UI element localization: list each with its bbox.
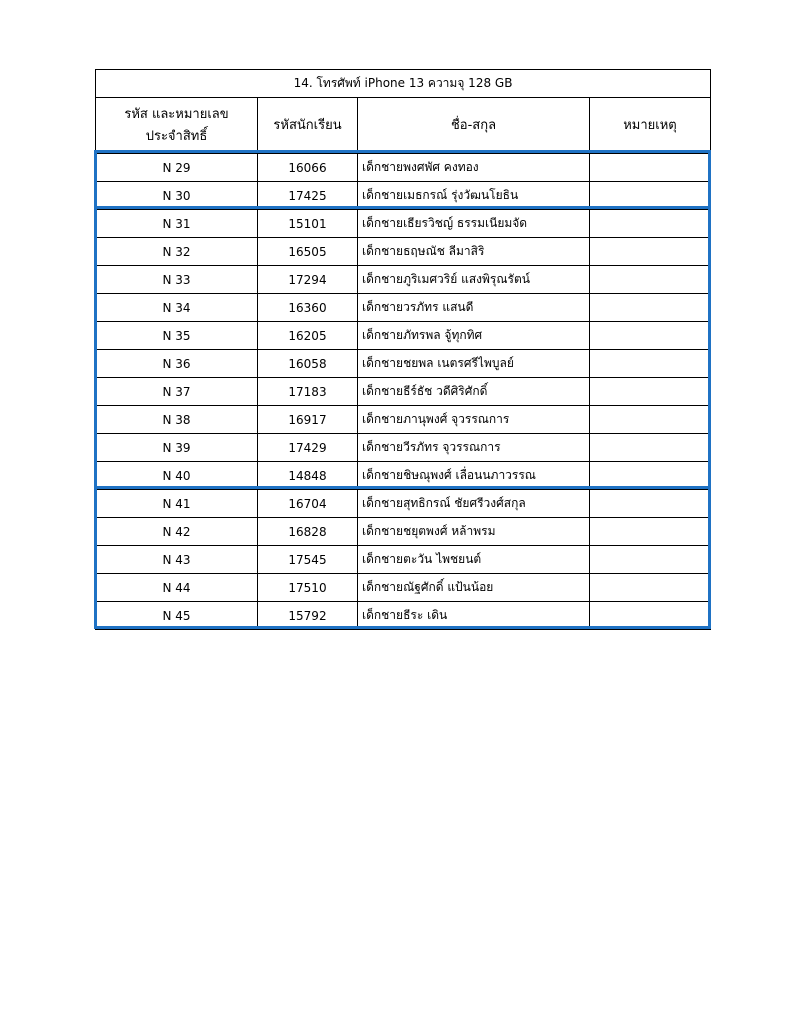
cell-student-id: 17429	[258, 434, 358, 462]
cell-name: เด็กชายสุทธิกรณ์ ชัยศรีวงศ์สกุล	[358, 490, 590, 518]
cell-note	[590, 350, 711, 378]
cell-code: N 42	[96, 518, 258, 546]
cell-note	[590, 182, 711, 210]
cell-name: เด็กชายธีร์ธัช วดีศิริศักดิ์	[358, 378, 590, 406]
cell-student-id: 16704	[258, 490, 358, 518]
header-code-line2: ประจำสิทธิ์	[145, 128, 208, 144]
table-row	[96, 294, 711, 322]
cell-name: เด็กชายภานุพงศ์ จุวรรณการ	[358, 406, 590, 434]
header-note: หมายเหตุ	[590, 98, 711, 154]
cell-code: N 41	[96, 490, 258, 518]
cell-name: เด็กชายชิษณุพงศ์ เลื่อนนภาวรรณ	[358, 462, 590, 490]
table-body	[96, 154, 711, 630]
cell-name: เด็กชายภัทรพล จู้ทุกทิศ	[358, 322, 590, 350]
cell-note	[590, 322, 711, 350]
cell-note	[590, 490, 711, 518]
cell-note	[590, 210, 711, 238]
cell-name: เด็กชายชยพล เนตรศรีไพบูลย์	[358, 350, 590, 378]
cell-code: N 34	[96, 294, 258, 322]
cell-student-id: 16505	[258, 238, 358, 266]
cell-student-id: 14848	[258, 462, 358, 490]
cell-code: N 29	[96, 154, 258, 182]
cell-note	[590, 154, 711, 182]
table-row	[96, 154, 711, 182]
cell-student-id: 15792	[258, 602, 358, 630]
cell-code: N 44	[96, 574, 258, 602]
cell-code: N 36	[96, 350, 258, 378]
cell-name: เด็กชายธฤษณัช ลีมาสิริ	[358, 238, 590, 266]
cell-code: N 31	[96, 210, 258, 238]
cell-code: N 35	[96, 322, 258, 350]
cell-note	[590, 378, 711, 406]
table-row	[96, 238, 711, 266]
table-row	[96, 378, 711, 406]
cell-note	[590, 602, 711, 630]
cell-note	[590, 294, 711, 322]
table-row	[96, 322, 711, 350]
cell-note	[590, 266, 711, 294]
table-row	[96, 350, 711, 378]
cell-code: N 38	[96, 406, 258, 434]
cell-code: N 33	[96, 266, 258, 294]
cell-name: เด็กชายชยุตพงศ์ หล้าพรม	[358, 518, 590, 546]
cell-name: เด็กชายพงศพัศ คงทอง	[358, 154, 590, 182]
cell-note	[590, 546, 711, 574]
table-row	[96, 602, 711, 630]
table-row	[96, 182, 711, 210]
cell-student-id: 17294	[258, 266, 358, 294]
cell-student-id: 17510	[258, 574, 358, 602]
cell-code: N 30	[96, 182, 258, 210]
cell-name: เด็กชายภูริเมศวริย์ แสงพิรุณรัตน์	[358, 266, 590, 294]
cell-name: เด็กชายเธียรวิชญ์ ธรรมเนียมจัด	[358, 210, 590, 238]
table-row	[96, 434, 711, 462]
cell-student-id: 17183	[258, 378, 358, 406]
cell-student-id: 16828	[258, 518, 358, 546]
header-student-id: รหัสนักเรียน	[258, 98, 358, 154]
cell-student-id: 16205	[258, 322, 358, 350]
table-title: 14. โทรศัพท์ iPhone 13 ความจุ 128 GB	[96, 70, 711, 98]
cell-student-id: 16360	[258, 294, 358, 322]
cell-student-id: 17545	[258, 546, 358, 574]
cell-note	[590, 406, 711, 434]
header-name: ชื่อ-สกุล	[358, 98, 590, 154]
table-row	[96, 210, 711, 238]
header-code-line1: รหัส และหมายเลข	[124, 106, 229, 122]
cell-note	[590, 434, 711, 462]
table-row	[96, 490, 711, 518]
table-row	[96, 266, 711, 294]
cell-note	[590, 574, 711, 602]
cell-name: เด็กชายณัฐศักดิ์ แป้นน้อย	[358, 574, 590, 602]
cell-code: N 45	[96, 602, 258, 630]
table-row	[96, 406, 711, 434]
cell-code: N 40	[96, 462, 258, 490]
prize-table-container	[95, 69, 710, 630]
cell-student-id: 16058	[258, 350, 358, 378]
cell-code: N 37	[96, 378, 258, 406]
prize-recipient-table	[95, 69, 711, 630]
cell-name: เด็กชายวรภัทร แสนดี	[358, 294, 590, 322]
cell-note	[590, 238, 711, 266]
table-row	[96, 574, 711, 602]
cell-student-id: 17425	[258, 182, 358, 210]
cell-name: เด็กชายวีรภัทร จุวรรณการ	[358, 434, 590, 462]
cell-student-id: 15101	[258, 210, 358, 238]
cell-name: เด็กชายตะวัน ไพชยนต์	[358, 546, 590, 574]
cell-code: N 43	[96, 546, 258, 574]
cell-code: N 32	[96, 238, 258, 266]
cell-student-id: 16066	[258, 154, 358, 182]
header-code	[96, 98, 258, 154]
cell-student-id: 16917	[258, 406, 358, 434]
table-row	[96, 462, 711, 490]
cell-note	[590, 462, 711, 490]
cell-name: เด็กชายเมธกรณ์ รุ่งวัฒนโยธิน	[358, 182, 590, 210]
table-row	[96, 546, 711, 574]
cell-code: N 39	[96, 434, 258, 462]
cell-note	[590, 518, 711, 546]
table-row	[96, 518, 711, 546]
cell-name: เด็กชายธีระ เดิน	[358, 602, 590, 630]
